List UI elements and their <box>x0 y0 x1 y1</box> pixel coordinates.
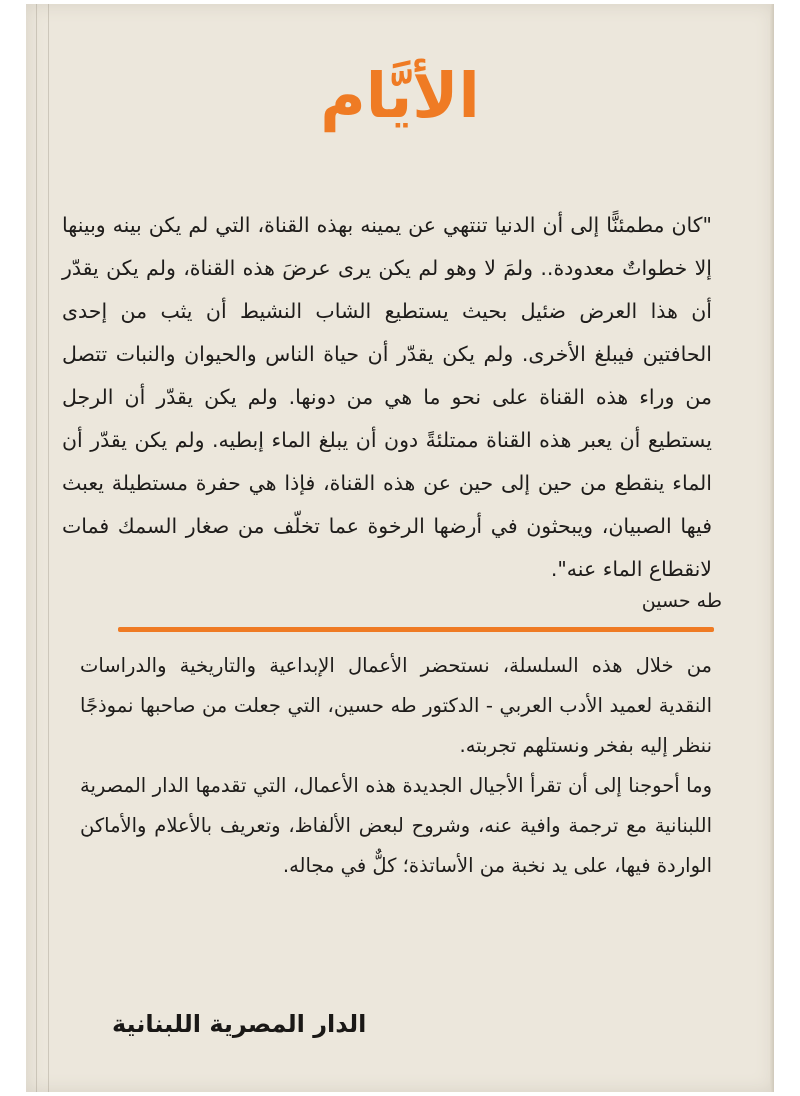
book-title: الأيَّام <box>320 59 480 132</box>
orange-divider <box>118 627 714 632</box>
cover-edge <box>770 4 774 1092</box>
excerpt-quote: "كان مطمئنًّا إلى أن الدنيا تنتهي عن يمينه بهذه القناة، التي لم يكن بينه وبينها إلا خطواتٌ معدودة.. ولمَ لا وهو لم يكن يرى عرضَ هذه القناة، ولم يكن يقدّر أن هذا العرض ضئيل بحيث يستطيع الشاب النشيط أن يثب من إحدى الحافتين فيبلغ الأخرى. ولم يكن يقدّر أن حياة الناس والحيوان والنبات تتصل من وراء هذه القناة على نحو ما هي من دونها. ولم يكن يقدّر أن الرجل يستطيع أن يعبر هذه القناة ممتلئةً دون أن يبلغ الماء إبطيه. ولم يكن يقدّر أن الماء ينقطع من حين إلى حين عن هذه القناة، فإذا هي حفرة مستطيلة يعبث فيها الصبيان، ويبحثون في أرضها الرخوة عما تخلّف من صغار السمك فمات لانقطاع الماء عنه". <box>62 213 712 581</box>
quote-author: طه حسين <box>641 590 722 612</box>
publisher-logo: الدار المصرية اللبنانية <box>112 1010 367 1038</box>
spine-crease-inner <box>48 4 49 1092</box>
series-description-paragraph-2: وما أحوجنا إلى أن تقرأ الأجيال الجديدة هذه الأعمال، التي تقدمها الدار المصرية اللبنانية مع ترجمة وافية عنه، وشروح لبعض الألفاظ، وتعريف بالأعلام والأماكن الواردة فيها، على يد نخبة من الأساتذة؛ كلٌّ في مجاله. <box>80 774 712 877</box>
series-description-paragraph-1: من خلال هذه السلسلة، نستحضر الأعمال الإبداعية والتاريخية والدراسات النقدية لعميد الأدب العربي - الدكتور طه حسين، التي جعلت من صاحبها نموذجًا ننظر إليه بفخر ونستلهم تجربته. <box>80 654 712 757</box>
spine-crease <box>36 4 37 1092</box>
